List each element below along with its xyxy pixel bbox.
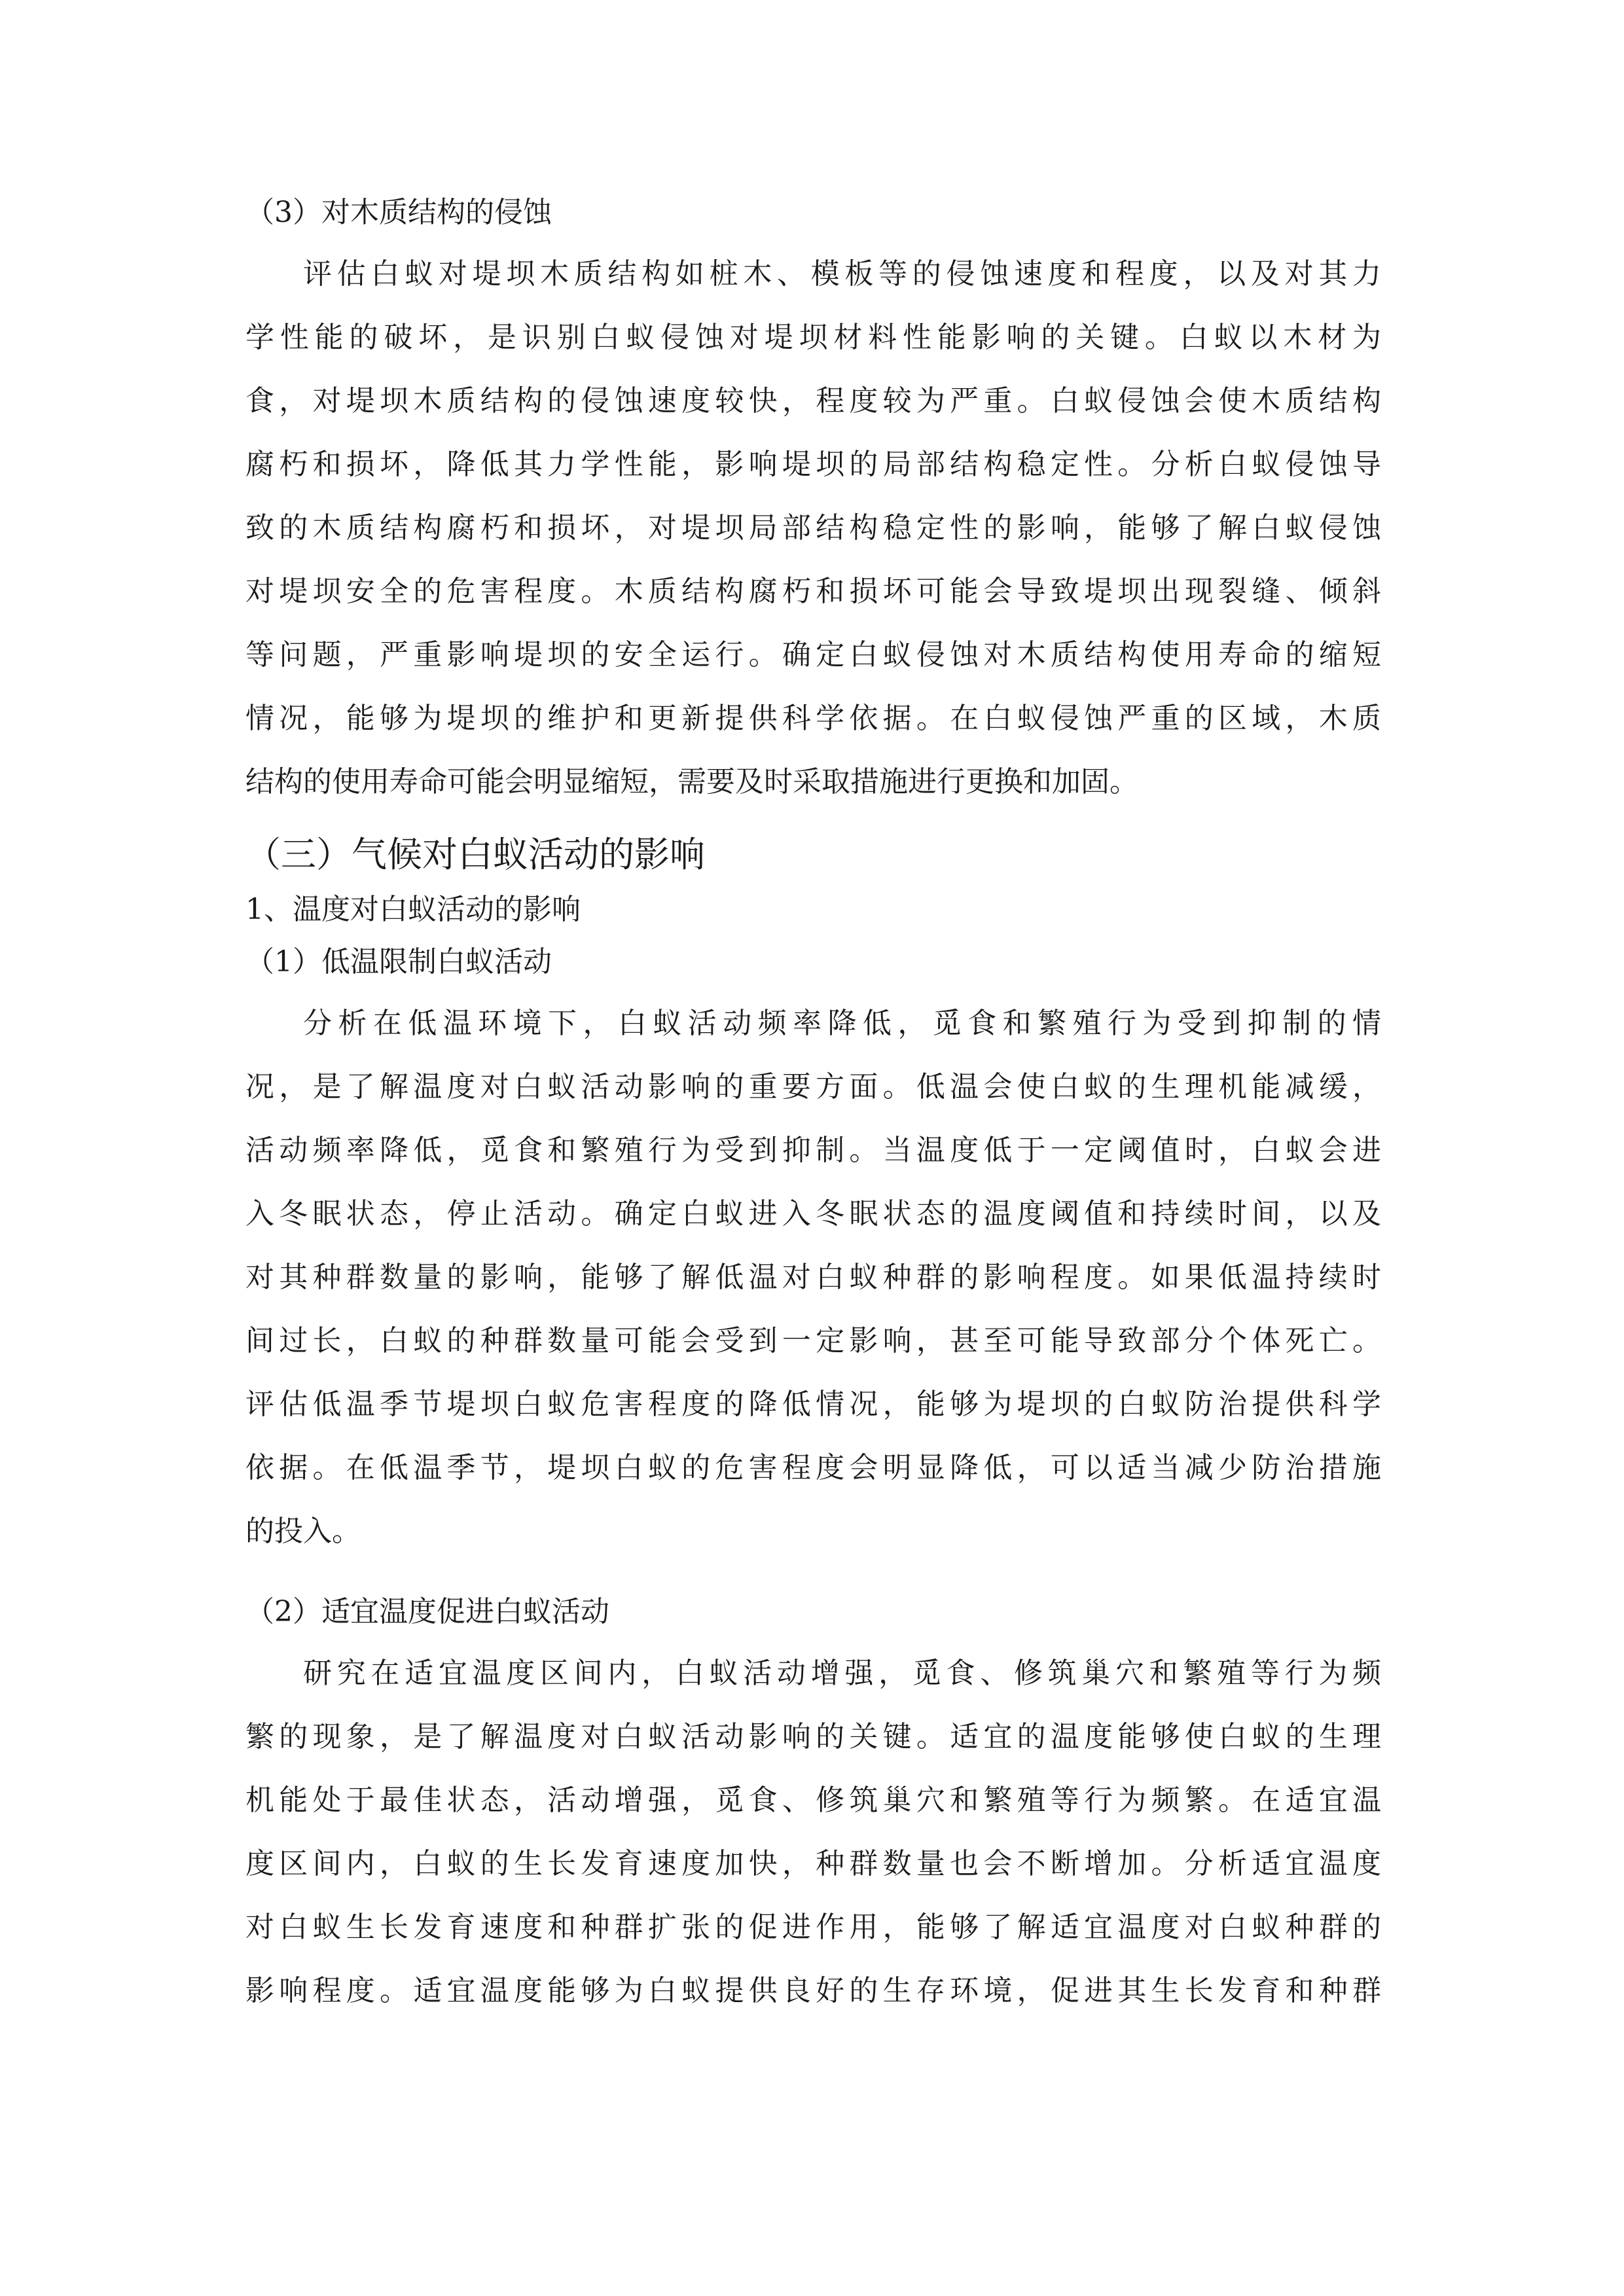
section-heading-climate: （三）气候对白蚁活动的影响 <box>245 834 705 875</box>
paragraph-line: 影响程度。适宜温度能够为白蚁提供良好的生存环境，促进其生长发育和种群 <box>245 1974 1381 2007</box>
paragraph-line: 学性能的破坏，是识别白蚁侵蚀对堤坝材料性能影响的关键。白蚁以木材为 <box>245 321 1381 354</box>
paragraph-line: 间过长，白蚁的种群数量可能会受到一定影响，甚至可能导致部分个体死亡。 <box>245 1324 1381 1357</box>
paragraph-line: 情况，能够为堤坝的维护和更新提供科学依据。在白蚁侵蚀严重的区域，木质 <box>245 702 1381 735</box>
paragraph-line: 度区间内，白蚁的生长发育速度加快，种群数量也会不断增加。分析适宜温度 <box>245 1847 1381 1880</box>
paragraph-line: 对其种群数量的影响，能够了解低温对白蚁种群的影响程度。如果低温持续时 <box>245 1261 1381 1294</box>
paragraph-line: 结构的使用寿命可能会明显缩短，需要及时采取措施进行更换和加固。 <box>245 765 1138 798</box>
paragraph-line: 依据。在低温季节，堤坝白蚁的危害程度会明显降低，可以适当减少防治措施 <box>245 1451 1381 1484</box>
paragraph-line: 的投入。 <box>245 1515 361 1548</box>
paragraph-line: 繁的现象，是了解温度对白蚁活动影响的关键。适宜的温度能够使白蚁的生理 <box>245 1720 1381 1753</box>
paragraph-line: 评估白蚁对堤坝木质结构如桩木、模板等的侵蚀速度和程度，以及对其力 <box>303 257 1381 291</box>
paragraph-line: 况，是了解温度对白蚁活动影响的重要方面。低温会使白蚁的生理机能减缓， <box>245 1070 1381 1103</box>
subsection-heading-wood-erosion: （3）对木质结构的侵蚀 <box>245 196 552 229</box>
paragraph-low-temperature <box>245 992 1381 1563</box>
paragraph-line: 对白蚁生长发育速度和种群扩张的促进作用，能够了解适宜温度对白蚁种群的 <box>245 1910 1381 1944</box>
subsection-heading-low-temperature: （1）低温限制白蚁活动 <box>245 945 552 978</box>
subsection-heading-suitable-temperature: （2）适宜温度促进白蚁活动 <box>245 1595 609 1628</box>
paragraph-line: 评估低温季节堤坝白蚁危害程度的降低情况，能够为堤坝的白蚁防治提供科学 <box>245 1388 1381 1421</box>
paragraph-line: 入冬眠状态，停止活动。确定白蚁进入冬眠状态的温度阈值和持续时间，以及 <box>245 1197 1381 1230</box>
paragraph-line: 活动频率降低，觅食和繁殖行为受到抑制。当温度低于一定阈值时，白蚁会进 <box>245 1134 1381 1167</box>
paragraph-line: 研究在适宜温度区间内，白蚁活动增强，觅食、修筑巢穴和繁殖等行为频 <box>303 1657 1381 1690</box>
paragraph-line: 对堤坝安全的危害程度。木质结构腐朽和损坏可能会导致堤坝出现裂缝、倾斜 <box>245 575 1381 608</box>
paragraph-line: 腐朽和损坏，降低其力学性能，影响堤坝的局部结构稳定性。分析白蚁侵蚀导 <box>245 448 1381 481</box>
paragraph-line: 机能处于最佳状态，活动增强，觅食、修筑巢穴和繁殖等行为频繁。在适宜温 <box>245 1784 1381 1817</box>
paragraph-line: 致的木质结构腐朽和损坏，对堤坝局部结构稳定性的影响，能够了解白蚁侵蚀 <box>245 511 1381 545</box>
paragraph-suitable-temperature <box>245 1641 1381 2022</box>
page-content <box>245 190 1381 2022</box>
heading-temperature-effect: 1、温度对白蚁活动的影响 <box>245 893 581 926</box>
paragraph-line: 食，对堤坝木质结构的侵蚀速度较快，程度较为严重。白蚁侵蚀会使木质结构 <box>245 384 1381 418</box>
paragraph-wood-erosion <box>245 242 1381 814</box>
paragraph-line: 分析在低温环境下，白蚁活动频率降低，觅食和繁殖行为受到抑制的情 <box>303 1007 1381 1040</box>
paragraph-line: 等问题，严重影响堤坝的安全运行。确定白蚁侵蚀对木质结构使用寿命的缩短 <box>245 638 1381 672</box>
